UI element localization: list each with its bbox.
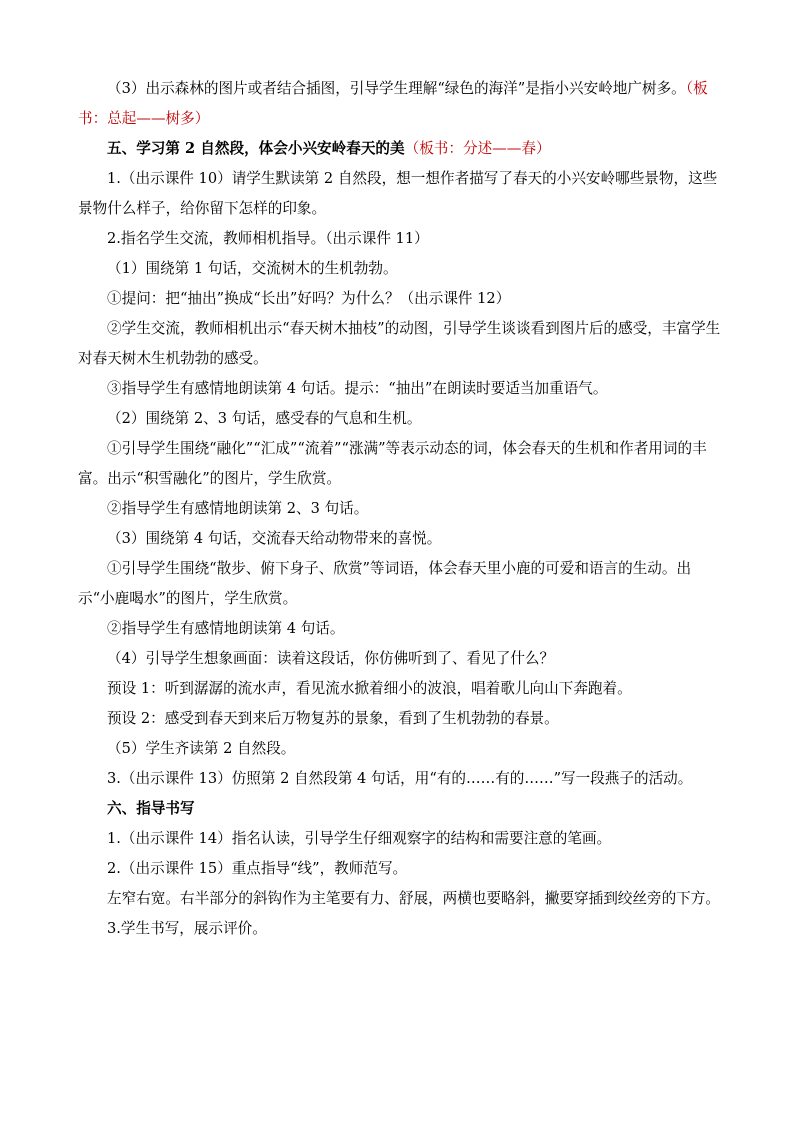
paragraph-write-1: 1.（出示课件 14）指名认读，引导学生仔细观察字的结构和需要注意的笔画。: [107, 830, 612, 847]
document-body: [78, 74, 723, 944]
board-note: （板书：分述——春）: [404, 140, 551, 157]
paragraph-sub-1: （1）围绕第 1 句话，交流树木的生机勃勃。: [107, 260, 398, 277]
paragraph-sub-2: （2）围绕第 2、3 句话，感受春的气息和生机。: [107, 410, 422, 427]
paragraph-item: ②指导学生有感情地朗读第 4 句话。: [107, 620, 345, 637]
paragraph-item: ①引导学生围绕“散步、俯下身子、欣赏”等词语，体会春天里小鹿的可爱和语言的生动。出示“小鹿喝水”的图片，学生欣赏。: [78, 560, 692, 607]
paragraph-step-2: 2.指名学生交流，教师相机指导。（出示课件 11）: [107, 230, 429, 247]
paragraph-text: （3）出示森林的图片或者结合插图，引导学生理解“绿色的海洋”是指小兴安岭地广树多。: [107, 80, 686, 97]
paragraph-sub-4: （4）引导学生想象画面：读着这段话，你仿佛听到了、看见了什么？: [107, 650, 555, 667]
paragraph-item: ①引导学生围绕“融化”“汇成”“流着”“涨满”等表示动态的词，体会春天的生机和作者用词的丰富。出示“积雪融化”的图片，学生欣赏。: [78, 440, 707, 487]
paragraph-item: ①提问：把“抽出”换成“长出”好吗？为什么？（出示课件 12）: [107, 290, 511, 307]
heading-text: 五、学习第 2 自然段，体会小兴安岭春天的美: [107, 140, 405, 157]
section-heading-6: 六、指导书写: [107, 800, 195, 817]
paragraph-write-2: 2.（出示课件 15）重点指导“线”，教师范写。: [107, 860, 408, 877]
paragraph-step-3: 3.（出示课件 13）仿照第 2 自然段第 4 句话，用“有的……有的……”写一段燕子的活动。: [107, 770, 693, 787]
paragraph-item: ②指导学生有感情地朗读第 2、3 句话。: [107, 500, 369, 517]
paragraph-write-3: 3.学生书写，展示评价。: [107, 920, 267, 937]
paragraph-preset-1: 预设 1：听到潺潺的流水声，看见流水掀着细小的波浪，唱着歌儿向山下奔跑着。: [107, 680, 632, 697]
paragraph-preset-2: 预设 2：感受到春天到来后万物复苏的景象，看到了生机勃勃的春景。: [107, 710, 559, 727]
paragraph-forest: [78, 74, 723, 134]
paragraph-sub-3: （3）围绕第 4 句话，交流春天给动物带来的喜悦。: [107, 530, 442, 547]
paragraph-sub-5: （5）学生齐读第 2 自然段。: [107, 740, 296, 757]
board-note: （板书：总起——树多）: [78, 80, 708, 127]
paragraph-write-tip: 左窄右宽。右半部分的斜钩作为主笔要有力、舒展，两横也要略斜，撇要穿插到绞丝旁的下方。: [107, 890, 720, 907]
paragraph-step-1: 1.（出示课件 10）请学生默读第 2 自然段，想一想作者描写了春天的小兴安岭哪些景物，这些景物什么样子，给你留下怎样的印象。: [78, 170, 718, 217]
section-heading-5: [78, 134, 723, 164]
paragraph-item: ③指导学生有感情地朗读第 4 句话。提示：“抽出”在朗读时要适当加重语气。: [107, 380, 608, 397]
paragraph-item: ②学生交流，教师相机出示“春天树木抽枝”的动图，引导学生谈谈看到图片后的感受，丰富学生对春天树木生机勃勃的感受。: [78, 320, 721, 367]
